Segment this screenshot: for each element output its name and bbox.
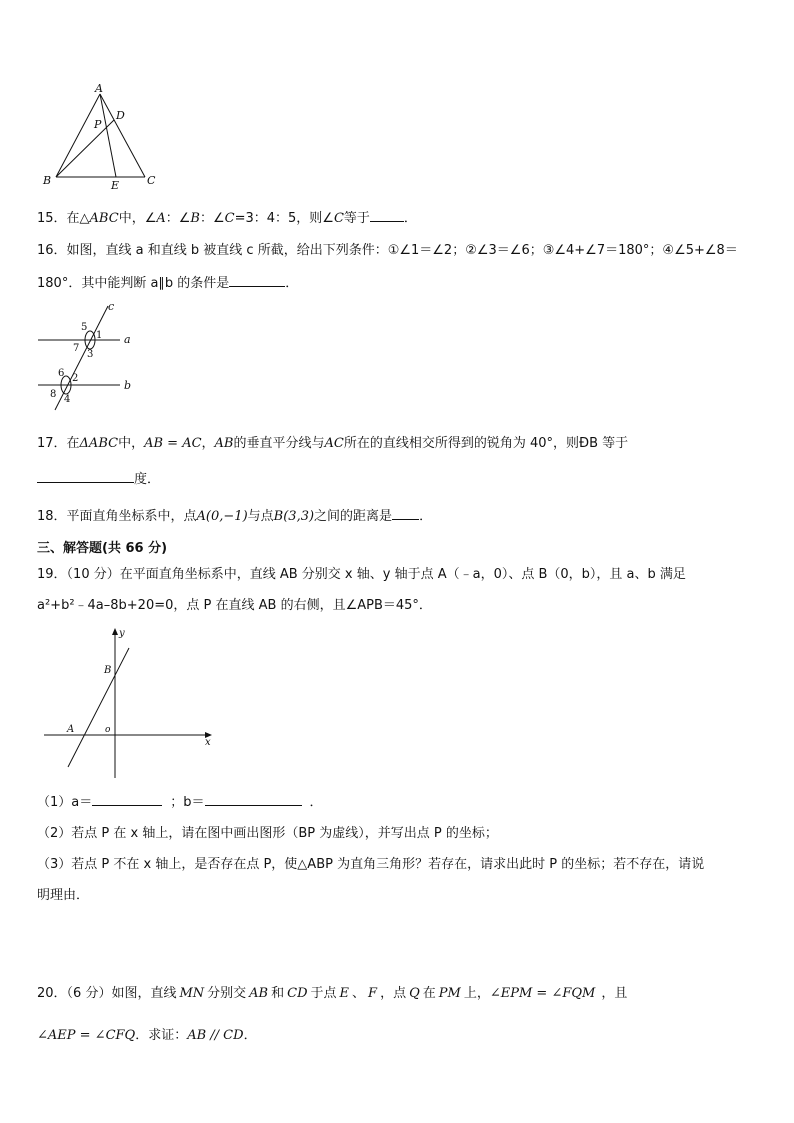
q16-text: ．	[285, 276, 299, 291]
q17-text: 度．	[134, 472, 161, 487]
label-8: 8	[50, 389, 57, 400]
label-a: a	[124, 333, 131, 346]
question-20-line2	[37, 1024, 257, 1043]
label-2: 2	[72, 373, 79, 384]
q15-math-a: A	[156, 211, 166, 226]
q19-answer-b-blank[interactable]	[205, 793, 302, 806]
q20-math-cd: CD	[287, 986, 308, 1001]
label-c: c	[108, 300, 115, 313]
q20-math-f: F	[368, 986, 378, 1001]
q20-math-conclusion: AB // CD	[187, 1028, 244, 1043]
question-19-sub3-line1: （3）若点 P 不在 x 轴上，是否存在点 P，使△ABP 为直角三角形？若存在，请求出此时 P 的坐标；若不存在，请说	[37, 857, 705, 872]
q15-text: ：∠	[165, 211, 191, 226]
q17-text: ，	[201, 436, 215, 451]
q15-math-b: B	[190, 211, 200, 226]
q17-math-triangle: ΔABC	[79, 436, 119, 451]
label-5: 5	[81, 322, 88, 333]
q15-math-c2: C	[333, 211, 344, 226]
label-origin: o	[105, 725, 111, 735]
question-19-sub2: （2）若点 P 在 x 轴上，请在图中画出图形（BP 为虚线），并写出点 P 的坐标；	[37, 826, 498, 841]
label-P: P	[94, 118, 102, 131]
q20-text: 、	[352, 986, 366, 1001]
q15-math-abc: ABC	[89, 211, 119, 226]
label-4: 4	[64, 394, 71, 405]
q15-number: 15．	[37, 211, 67, 226]
q15-text: ．	[403, 211, 417, 226]
q20-text: 于点	[310, 986, 337, 1001]
q20-math-eq1: ∠EPM = ∠FQM	[489, 986, 596, 1001]
q20-text: 上，	[463, 986, 490, 1001]
question-19-line2: a²+b²﹣4a–8b+20=0，点 P 在直线 AB 的右侧，且∠APB＝45°．	[37, 598, 432, 613]
q18-math-point-b: B(3,3)	[273, 509, 315, 524]
q15-text: 在△	[66, 211, 90, 226]
q20-text: ．	[243, 1028, 257, 1043]
q18-math-point-a: A(0,−1)	[196, 509, 248, 524]
q20-text: ，且	[601, 986, 628, 1001]
question-19-sub1	[37, 791, 323, 810]
q20-text: 分别交	[207, 986, 247, 1001]
q19-text: ．	[309, 795, 323, 810]
q19-answer-a-blank[interactable]	[92, 793, 162, 806]
label-E: E	[111, 179, 120, 192]
q19-text: ；b＝	[170, 795, 205, 810]
q17-text: 的垂直平分线与	[233, 436, 325, 451]
label-D: D	[116, 109, 125, 122]
question-19-sub3-line2: 明理由．	[37, 888, 90, 903]
q15-text: 等于	[343, 211, 370, 226]
section-title: 三、解答题(共 66 分)	[37, 541, 168, 556]
q20-math-eq2: ∠AEP = ∠CFQ	[37, 1028, 136, 1043]
q18-text: 之间的距离是	[314, 509, 393, 524]
q17-text: 所在的直线相交所得到的锐角为 40°，则ÐB 等于	[343, 436, 629, 451]
label-B: B	[104, 665, 112, 676]
q16-text: 180°．其中能判断 a∥b 的条件是	[37, 276, 230, 291]
q20-math-e: E	[339, 986, 350, 1001]
label-7: 7	[73, 343, 80, 354]
q20-math-ab: AB	[249, 986, 269, 1001]
label-3: 3	[87, 349, 94, 360]
label-6: 6	[58, 368, 65, 379]
q20-text: 和	[271, 986, 285, 1001]
question-19-line1: 19．（10 分）在平面直角坐标系中，直线 AB 分别交 x 轴、y 轴于点 A（﹣a，0）、点 B（0，b），且 a、b 满足	[37, 567, 686, 582]
q15-math-c: C	[224, 211, 235, 226]
q18-text: ．	[419, 509, 433, 524]
q20-math-pm: PM	[438, 986, 461, 1001]
label-x: x	[205, 737, 211, 748]
q20-math-mn: MN	[179, 986, 205, 1001]
question-20-line1	[37, 982, 627, 1001]
q15-text: ：∠	[199, 211, 225, 226]
label-1: 1	[96, 330, 103, 341]
q15-text: =3：4：5，则∠	[234, 211, 334, 226]
q18-text: 与点	[247, 509, 274, 524]
label-B: B	[43, 174, 52, 187]
q20-text: 在	[422, 986, 436, 1001]
q19-text: （1）a＝	[37, 795, 93, 810]
q17-text: 17．在	[37, 436, 80, 451]
q17-math-ab: AB	[214, 436, 234, 451]
q17-math-ac: AC	[324, 436, 344, 451]
label-A: A	[67, 724, 75, 735]
q18-text: 18．平面直角坐标系中，点	[37, 509, 197, 524]
label-A: A	[95, 82, 103, 95]
q20-text: ．求证：	[135, 1028, 188, 1043]
label-y: y	[119, 628, 125, 639]
q17-math-eq: AB = AC	[144, 436, 202, 451]
q15-text: 中，∠	[118, 211, 157, 226]
q20-math-q: Q	[409, 986, 420, 1001]
q20-text: 20．（6 分）如图，直线	[37, 986, 177, 1001]
label-b: b	[124, 379, 132, 392]
q20-text: ，点	[380, 986, 407, 1001]
q17-text: 中，	[118, 436, 145, 451]
label-C: C	[147, 174, 156, 187]
q16-text: 16．如图，直线 a 和直线 b 被直线 c 所截，给出下列条件：①∠1＝∠2；②∠3＝∠6；③∠4+∠7＝180°；④∠5+∠8＝	[37, 243, 738, 258]
